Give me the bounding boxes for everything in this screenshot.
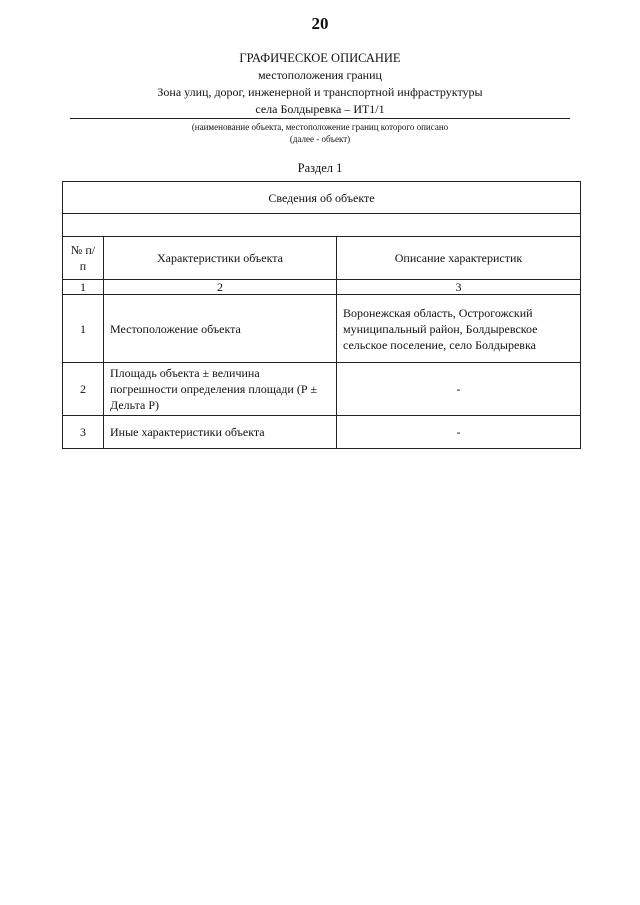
document-header: [0, 50, 640, 118]
row-num: 2: [63, 363, 104, 416]
row-description: -: [337, 363, 581, 416]
table-title: Сведения об объекте: [63, 182, 581, 214]
underline-rule: [70, 118, 570, 119]
column-number-2: 2: [104, 280, 337, 295]
row-characteristic: Иные характеристики объекта: [104, 416, 337, 449]
column-number-1: 1: [63, 280, 104, 295]
table-empty-row: [63, 214, 581, 237]
object-caption: [0, 121, 640, 145]
document-title: ГРАФИЧЕСКОЕ ОПИСАНИЕ: [239, 51, 401, 65]
section-label: Раздел 1: [297, 161, 343, 175]
table-header-row: [63, 237, 581, 280]
page-number: 20: [311, 14, 329, 33]
table-column-numbers-row: [63, 280, 581, 295]
row-characteristic: Местоположение объекта: [104, 295, 337, 363]
table-row: [63, 363, 581, 416]
object-info-table: [62, 181, 581, 449]
table-title-row: [63, 182, 581, 214]
zone-code: села Болдыревка – ИТ1/1: [255, 102, 385, 116]
table-empty-cell: [63, 214, 581, 237]
header-num: № п/п: [63, 237, 104, 280]
table-row: [63, 416, 581, 449]
row-num: 1: [63, 295, 104, 363]
zone-name: Зона улиц, дорог, инженерной и транспортной инфраструктуры: [157, 85, 483, 99]
row-description: Воронежская область, Острогожский муниципальный район, Болдыревское сельское поселение, село Болдыревка: [337, 295, 581, 363]
header-description: Описание характеристик: [337, 237, 581, 280]
header-characteristics: Характеристики объекта: [104, 237, 337, 280]
table-row: [63, 295, 581, 363]
row-description: -: [337, 416, 581, 449]
document-subtitle: местоположения границ: [258, 68, 382, 82]
row-characteristic: Площадь объекта ± величина погрешности определения площади (Р ± Дельта Р): [104, 363, 337, 416]
column-number-3: 3: [337, 280, 581, 295]
caption-line-1: (наименование объекта, местоположение границ которого описано: [191, 122, 449, 132]
caption-line-2: (далее - объект): [289, 134, 351, 144]
row-num: 3: [63, 416, 104, 449]
